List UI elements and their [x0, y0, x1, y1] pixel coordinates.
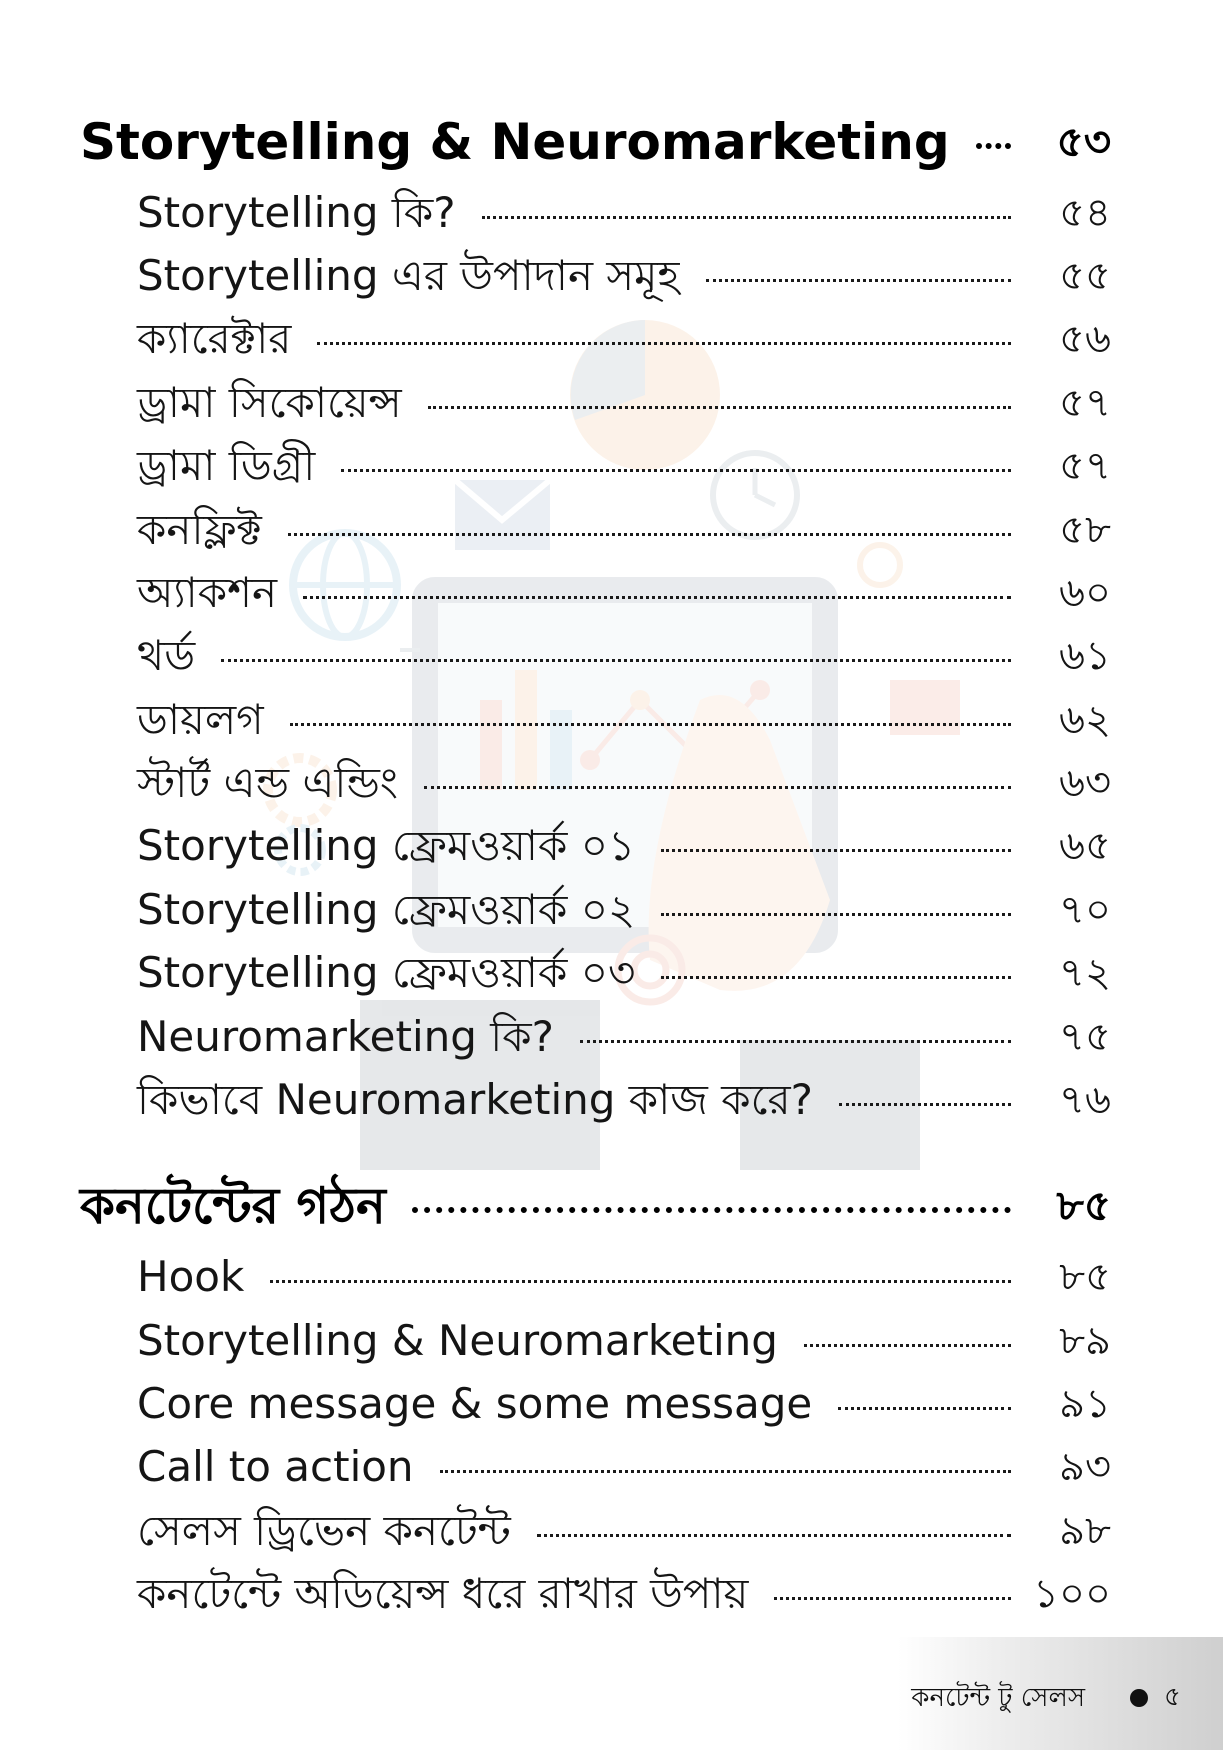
toc-entry-title: কনটেন্টে অডিয়েন্স ধরে রাখার উপায় — [137, 1569, 749, 1618]
toc-page-number: ৫৪ — [1059, 190, 1111, 236]
toc-page-number: ৬১ — [1059, 633, 1111, 679]
toc-page-number: ৮৫ — [1059, 1254, 1111, 1300]
toc-entry-title: Core message & some message — [137, 1379, 813, 1428]
toc-entry[interactable] — [0, 690, 1223, 750]
footer-bullet-icon — [1130, 1689, 1148, 1707]
toc-entry[interactable] — [0, 1437, 1223, 1497]
toc-entry[interactable] — [0, 1374, 1223, 1434]
toc-page-number: ৬২ — [1058, 697, 1111, 743]
toc-page-number: ৫৩ — [1056, 117, 1111, 166]
toc-entry[interactable] — [0, 753, 1223, 813]
toc-entry[interactable] — [0, 183, 1223, 243]
toc-entry-title: Storytelling ফ্রেমওয়ার্ক ০২ — [137, 885, 636, 934]
toc-page-number: ৭০ — [1058, 887, 1111, 933]
toc-entry[interactable] — [0, 246, 1223, 306]
toc-entry-title: Hook — [137, 1252, 245, 1301]
toc-page-number: ৫৫ — [1059, 253, 1111, 299]
dot-leader — [288, 533, 1011, 536]
toc-entry[interactable] — [0, 1311, 1223, 1371]
toc-entry-title: Storytelling ফ্রেমওয়ার্ক ০৩ — [137, 948, 636, 997]
toc-section-heading[interactable] — [0, 1176, 1223, 1236]
toc-entry[interactable] — [0, 1501, 1223, 1561]
toc-entry-title: অ্যাকশন — [137, 568, 278, 617]
toc-entry[interactable] — [0, 943, 1223, 1003]
dot-leader — [440, 1470, 1011, 1473]
toc-entry[interactable] — [0, 373, 1223, 433]
dot-leader — [774, 1597, 1011, 1600]
toc-entry-title: Neuromarketing কি? — [137, 1012, 554, 1061]
toc-page-number: ৭২ — [1058, 950, 1111, 996]
toc-entry[interactable] — [0, 563, 1223, 623]
toc-entry[interactable] — [0, 816, 1223, 876]
dot-leader — [317, 342, 1011, 345]
toc-page-number: ৬৫ — [1059, 823, 1111, 869]
toc-page-number: ৫৮ — [1059, 507, 1111, 553]
toc-page-number: ৫৭ — [1059, 443, 1111, 489]
dot-leader — [428, 406, 1011, 409]
toc-entry-title: ড্রামা সিকোয়েন্স — [137, 378, 402, 427]
toc-entry-title: ডায়লগ — [137, 695, 264, 744]
toc-entry[interactable] — [0, 880, 1223, 940]
dot-leader — [412, 1207, 1011, 1213]
toc-entry-title: ড্রামা ডিগ্রী — [137, 441, 316, 490]
toc-page-number: ৮৯ — [1059, 1318, 1111, 1364]
dot-leader — [706, 279, 1011, 282]
dot-leader — [303, 596, 1011, 599]
toc-page-number: ৯৩ — [1059, 1444, 1111, 1490]
toc-entry-title: স্টার্ট এন্ড এন্ডিং — [137, 758, 398, 807]
toc-entry[interactable] — [0, 626, 1223, 686]
toc-page-number: ৭৬ — [1058, 1077, 1111, 1123]
toc-entry[interactable] — [0, 1247, 1223, 1307]
dot-leader — [424, 786, 1011, 789]
dot-leader — [482, 216, 1011, 219]
toc-entry-title: Call to action — [137, 1442, 414, 1491]
toc-page-number: ৬৩ — [1058, 760, 1111, 806]
toc-entry-title: Storytelling & Neuromarketing — [137, 1316, 778, 1365]
dot-leader — [661, 849, 1011, 852]
dot-leader — [341, 469, 1011, 472]
toc-entry-title: Storytelling এর উপাদান সমূহ — [137, 251, 680, 300]
toc-entry[interactable] — [0, 1564, 1223, 1624]
dot-leader — [804, 1344, 1011, 1347]
toc-entry[interactable] — [0, 500, 1223, 560]
toc-page-number: ৬০ — [1058, 570, 1111, 616]
dot-leader — [290, 723, 1011, 726]
toc-entry[interactable] — [0, 309, 1223, 369]
toc-entry[interactable] — [0, 436, 1223, 496]
toc-entry[interactable] — [0, 1070, 1223, 1130]
toc-entry-title: থর্ড — [137, 631, 196, 680]
toc-page-number: ৫৭ — [1059, 380, 1111, 426]
toc-entry-title: Storytelling কি? — [137, 188, 456, 237]
toc-section-title: Storytelling & Neuromarketing — [80, 113, 950, 171]
toc-entry[interactable] — [0, 1007, 1223, 1067]
toc-page-number: ৫৬ — [1059, 316, 1111, 362]
dot-leader — [976, 143, 1011, 149]
toc-entry-title: কিভাবে Neuromarketing কাজ করে? — [137, 1075, 813, 1124]
dot-leader — [537, 1534, 1011, 1537]
toc-page-number: ১০০ — [1033, 1571, 1111, 1617]
toc-entry-title: Storytelling ফ্রেমওয়ার্ক ০১ — [137, 821, 636, 870]
toc-entry-title: সেলস ড্রিভেন কনটেন্ট — [137, 1506, 511, 1555]
dot-leader — [221, 659, 1011, 662]
toc-section-title: কনটেন্টের গঠন — [80, 1177, 386, 1235]
footer-page-number: ৫ — [1164, 1682, 1181, 1712]
toc-page-number: ৮৫ — [1056, 1181, 1111, 1230]
dot-leader — [661, 913, 1011, 916]
toc-entry-title: কনফ্লিক্ট — [137, 505, 262, 554]
toc-page-number: ৯৮ — [1059, 1508, 1111, 1554]
toc-page-number: ৭৫ — [1059, 1014, 1111, 1060]
toc-entry-title: ক্যারেক্টার — [137, 314, 292, 363]
toc-page-number: ৯১ — [1059, 1381, 1111, 1427]
dot-leader — [580, 1040, 1011, 1043]
dot-leader — [661, 976, 1011, 979]
dot-leader — [839, 1103, 1011, 1106]
dot-leader — [270, 1280, 1011, 1283]
footer-book-title: কনটেন্ট টু সেলস — [911, 1683, 1085, 1713]
dot-leader — [838, 1407, 1011, 1410]
toc-section-heading[interactable] — [0, 112, 1223, 172]
